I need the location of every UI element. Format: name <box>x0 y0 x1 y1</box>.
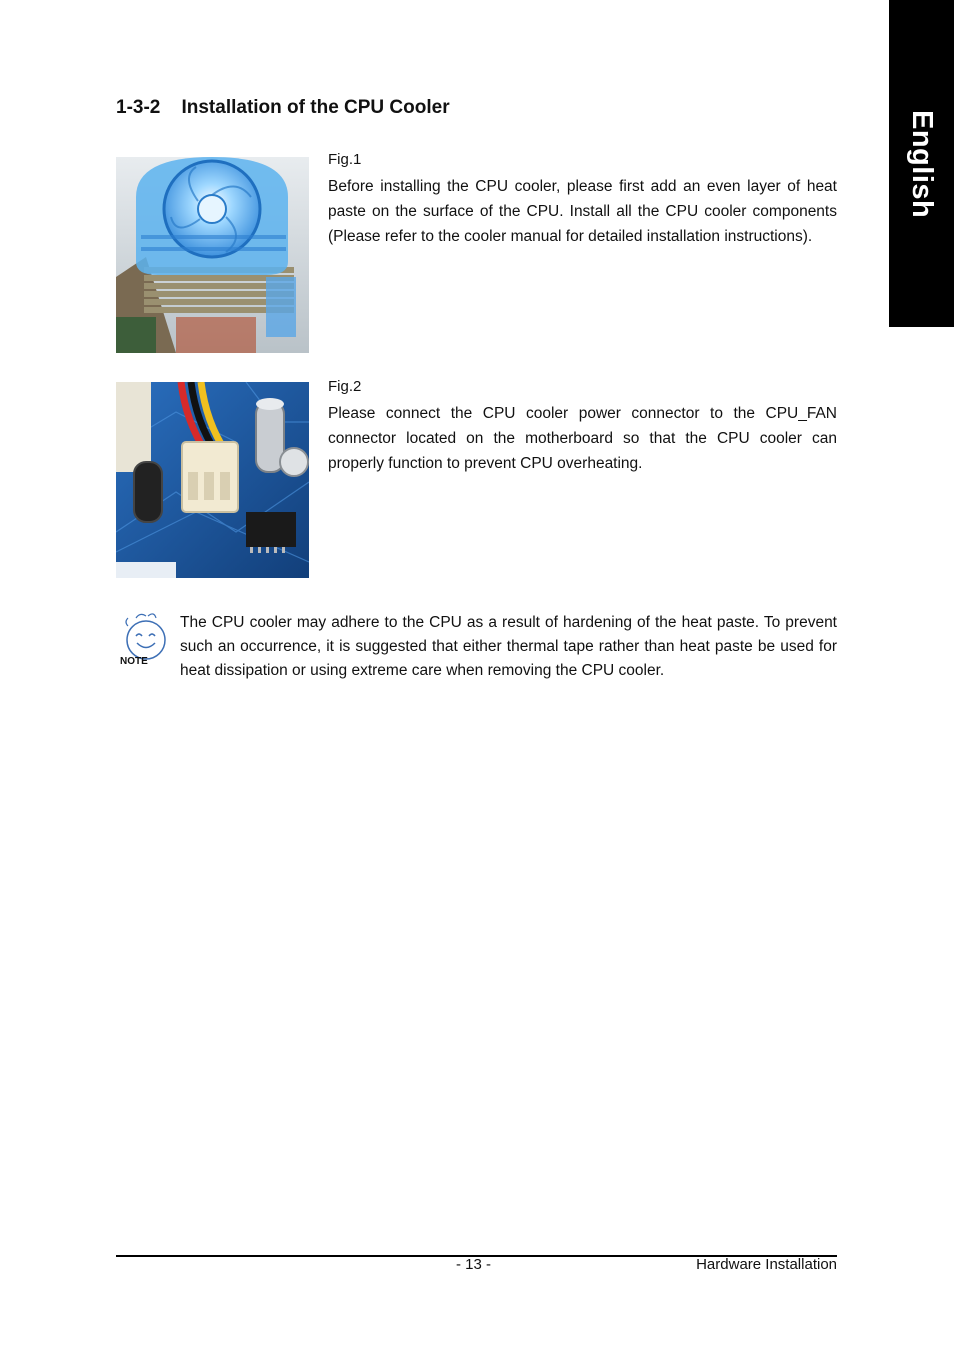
figure-1-image <box>116 157 309 353</box>
figure-2-caption <box>328 378 837 476</box>
figure-2-label: Fig.2 <box>328 378 362 395</box>
note-text: The CPU cooler may adhere to the CPU as a result of hardening of the heat paste. To prevent such an occurrence, it is suggested that either thermal tape rather than heat paste be used for heat dissipation or using extreme care when removing the CPU cooler. <box>180 614 837 679</box>
language-tab <box>889 0 954 327</box>
figure-1-text: Before installing the CPU cooler, please first add an even layer of heat paste on the surface of the CPU. Install all the CPU cooler components (Please refer to the cooler manual for detailed installation instructions). <box>328 178 837 245</box>
footer-section-name: Hardware Installation <box>696 1256 837 1273</box>
cpu-cooler-photo-icon <box>116 157 309 353</box>
figure-1-label: Fig.1 <box>328 151 362 168</box>
note-icon <box>116 612 168 668</box>
section-heading <box>116 97 450 119</box>
note-icon-label: NOTE <box>120 656 148 667</box>
language-tab-label: English <box>906 110 938 219</box>
figure-1-caption <box>328 151 837 249</box>
figure-2-text: Please connect the CPU cooler power connector to the CPU_FAN connector located on the motherboard so that the CPU cooler can properly function to prevent CPU overheating. <box>328 405 837 472</box>
figure-2-image <box>116 382 309 578</box>
section-title: Installation of the CPU Cooler <box>181 97 450 118</box>
cpu-fan-connector-photo-icon <box>116 382 309 578</box>
page-number: - 13 - <box>456 1256 492 1273</box>
section-number: 1-3-2 <box>116 97 161 118</box>
